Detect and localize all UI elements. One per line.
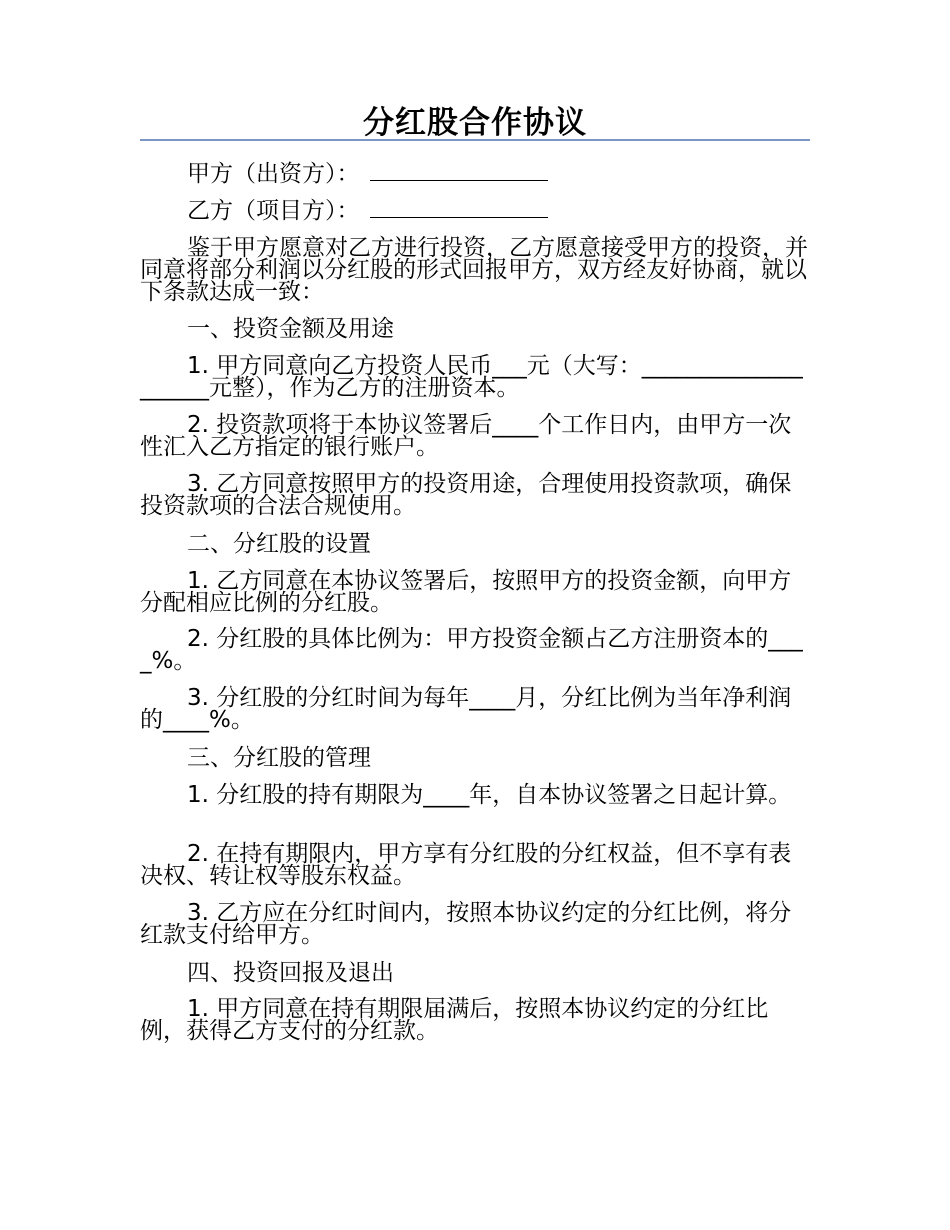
party-b-label: 乙方（项目方）： — [187, 198, 360, 224]
party-a-blank — [370, 162, 548, 181]
clause: 3. 乙方同意按照甲方的投资用途，合理使用投资款项，确保投资款项的合法合规使用。 — [140, 471, 792, 519]
clause: 1. 乙方同意在本协议签署后，按照甲方的投资金额，向甲方分配相应比例的分红股。 — [140, 568, 792, 616]
preamble: 鉴于甲方愿意对乙方进行投资，乙方愿意接受甲方的投资，并同意将部分利润以分红股的形式回报甲方，双方经友好协商，就以下条款达成一致： — [140, 235, 808, 305]
section-heading: 四、投资回报及退出 — [187, 960, 394, 986]
clause: 2. 在持有期限内，甲方享有分红股的分红权益，但不享有表决权、转让权等股东权益。 — [140, 841, 792, 889]
party-b-blank — [370, 199, 548, 218]
party-a-line — [187, 161, 548, 187]
title-underline — [140, 139, 810, 141]
document-title: 分红股合作协议 — [363, 105, 587, 141]
clause: 1. 分红股的持有期限为____年，自本协议签署之日起计算。 — [187, 782, 792, 808]
section-heading: 二、分红股的设置 — [187, 531, 371, 557]
clause: 3. 分红股的分红时间为每年____月，分红比例为当年净利润的____%。 — [140, 685, 792, 733]
clause: 2. 投资款项将于本协议签署后____个工作日内，由甲方一次性汇入乙方指定的银行账户。 — [140, 412, 792, 460]
section-heading: 一、投资金额及用途 — [187, 316, 394, 342]
party-b-line — [187, 198, 548, 224]
section-heading: 三、分红股的管理 — [187, 745, 371, 771]
clause: 1. 甲方同意向乙方投资人民币___元（大写：____________________元整），作为乙方的注册资本。 — [140, 353, 803, 401]
clause: 2. 分红股的具体比例为：甲方投资金额占乙方注册资本的____%。 — [140, 626, 803, 674]
clause: 3. 乙方应在分红时间内，按照本协议约定的分红比例，将分红款支付给甲方。 — [140, 900, 792, 948]
clause: 1. 甲方同意在持有期限届满后，按照本协议约定的分红比例，获得乙方支付的分红款。 — [140, 996, 769, 1044]
party-a-label: 甲方（出资方）： — [187, 161, 360, 187]
